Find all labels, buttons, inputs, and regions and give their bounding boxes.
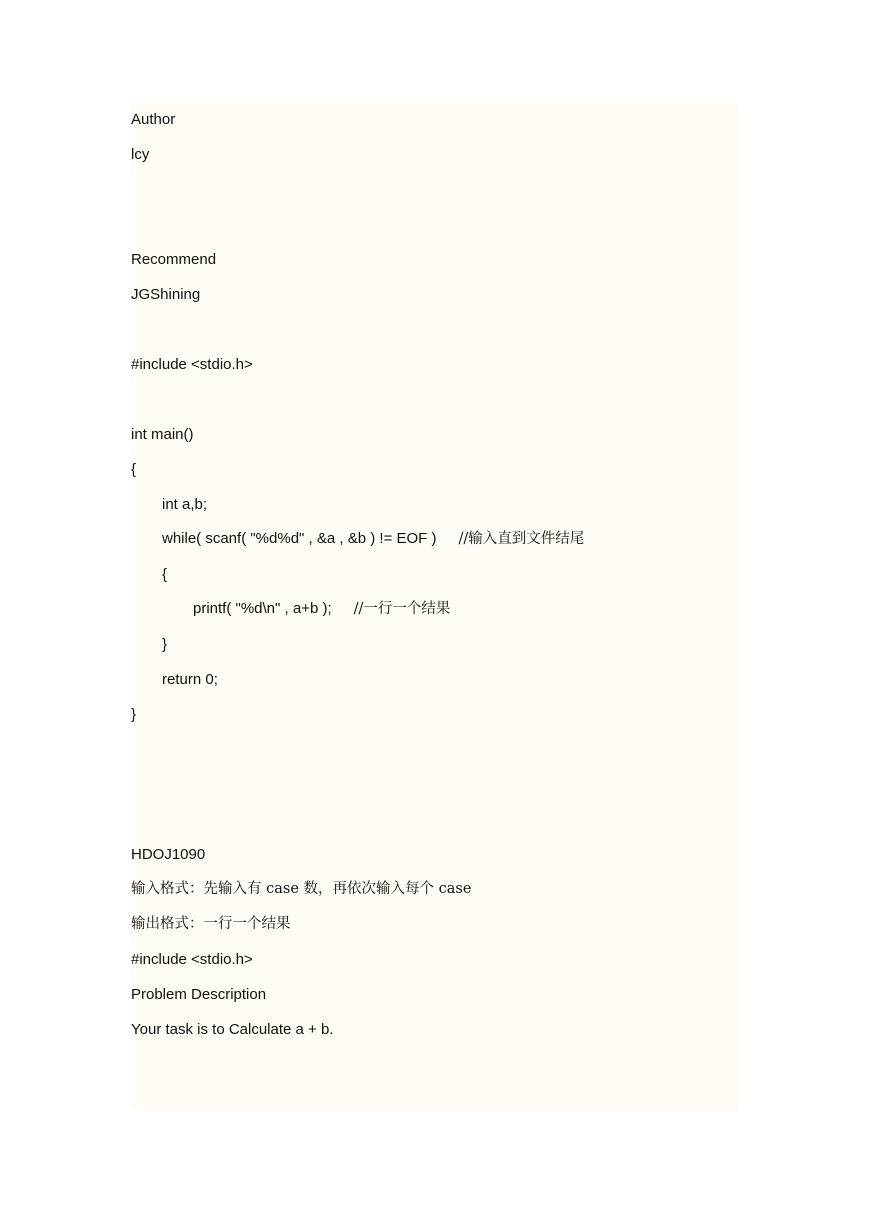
- code-close-brace: }: [131, 706, 137, 723]
- code-printf-line: [193, 597, 450, 621]
- author-label: Author: [131, 111, 176, 128]
- code-include-line: #include <stdio.h>: [131, 356, 253, 373]
- code-declaration: int a,b;: [162, 496, 208, 513]
- code-main-signature: int main(): [131, 426, 194, 443]
- code-while-comment: //输入直到文件结尾: [458, 531, 585, 547]
- output-format-text: 输出格式：一行一个结果: [131, 916, 291, 932]
- problem-include-line: #include <stdio.h>: [131, 951, 253, 968]
- code-inner-open-brace: {: [162, 566, 168, 583]
- code-while-statement: while( scanf( "%d%d" , &a , &b ) != EOF ): [162, 530, 437, 547]
- problem-description-text: Your task is to Calculate a + b.: [131, 1021, 334, 1038]
- problem-title: HDOJ1090: [131, 846, 206, 863]
- input-format-value: 输入格式：先输入有 case 数，再依次输入每个 case: [131, 881, 472, 897]
- code-open-brace: {: [131, 461, 137, 478]
- problem-description-label: Problem Description: [131, 986, 267, 1003]
- input-format-text: [131, 877, 471, 901]
- code-while-line: [162, 527, 584, 551]
- code-printf-statement: printf( "%d\n" , a+b );: [193, 600, 332, 617]
- code-return-statement: return 0;: [162, 671, 218, 688]
- recommend-label: Recommend: [131, 251, 217, 268]
- code-printf-comment: //一行一个结果: [353, 601, 451, 617]
- recommend-value: JGShining: [131, 286, 201, 303]
- code-inner-close-brace: }: [162, 636, 168, 653]
- author-value: lcy: [131, 146, 150, 163]
